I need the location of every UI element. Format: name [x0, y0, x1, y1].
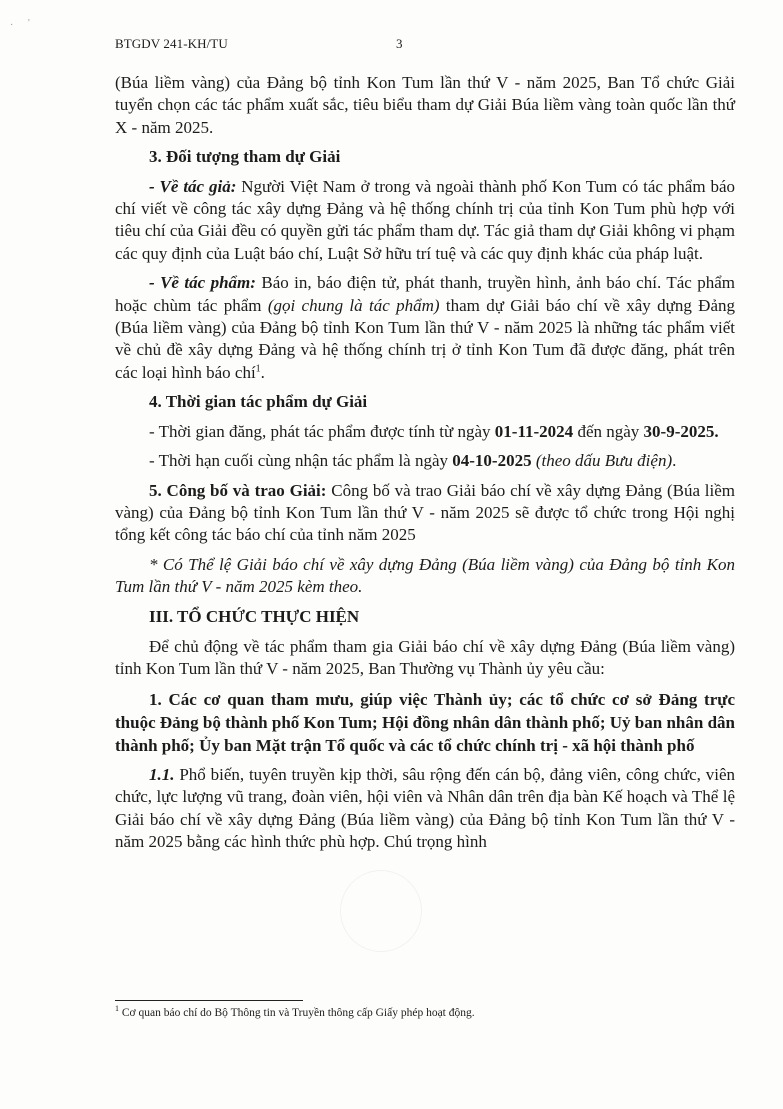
section-5-text: Công bố và trao Giải báo chí về xây dựng Đảng (Búa liềm vàng) của Đảng bộ tỉnh Kon Tum lần thứ V - năm 2025 sẽ được tổ chức trong Hội nghị tổng kết công tác báo chí của tỉnh năm 2025 [115, 480, 735, 545]
work-text-1: Báo in, báo điện tử, phát thanh, truyền hình, ảnh báo chí. Tác phẩm hoặc chùm tác phẩm [115, 273, 735, 315]
faint-stamp-mark [340, 870, 422, 952]
publish-period-mid: đến ngày [573, 421, 644, 441]
page-number: 3 [396, 36, 403, 51]
part-3-intro: Để chủ động về tác phẩm tham gia Giải báo chí về xây dựng Đảng (Búa liềm vàng) tỉnh Kon Tum lần thứ V - năm 2025, Ban Thường vụ Thành ủy yêu cầu: [115, 636, 735, 679]
deadline-note: (theo dấu Bưu điện) [531, 451, 673, 471]
part-3-heading: III. TỔ CHỨC THỰC HIỆN [149, 606, 360, 626]
work-text-end: . [260, 362, 265, 382]
work-lead: - Về tác phẩm: [149, 273, 256, 293]
deadline-prefix: - Thời hạn cuối cùng nhận tác phẩm là ngày [149, 451, 453, 471]
document-body [115, 72, 735, 860]
publish-period-end: . [714, 421, 719, 441]
intro-paragraph: (Búa liềm vàng) của Đảng bộ tỉnh Kon Tum lần thứ V - năm 2025, Ban Tổ chức Giải tuyển chọn các tác phẩm xuất sắc, tiêu biểu tham dự Giải Búa liềm vàng toàn quốc lần thứ X - năm 2025. [115, 73, 735, 137]
author-lead: - Về tác giả: [149, 176, 237, 196]
footnote-number: 1 [115, 1004, 119, 1014]
footnote-divider [115, 1000, 303, 1001]
section-5-paragraph [115, 480, 735, 547]
footnote-ref: 1 [255, 363, 261, 375]
item-1-1-paragraph [115, 764, 735, 854]
item-1-1-lead: 1.1. [149, 764, 175, 784]
footnote-text: Cơ quan báo chí do Bộ Thông tin và Truyền thông cấp Giấy phép hoạt động. [119, 1007, 475, 1019]
document-code: BTGDV 241-KH/TU [115, 36, 228, 51]
footnote [115, 1004, 735, 1019]
section-5-heading: 5. Công bố và trao Giải: [149, 480, 327, 500]
section-3-heading: 3. Đối tượng tham dự Giải [149, 147, 341, 167]
rules-attached-note: * Có Thể lệ Giải báo chí về xây dựng Đảng (Búa liềm vàng) của Đảng bộ tỉnh Kon Tum lần thứ V - năm 2025 kèm theo. [115, 554, 735, 597]
deadline-date: 04-10-2025 [452, 451, 532, 471]
section-4-heading: 4. Thời gian tác phẩm dự Giải [149, 392, 368, 412]
work-text-2: tham dự Giải báo chí về xây dựng Đảng (Búa liềm vàng) của Đảng bộ tỉnh Kon Tum lần thứ V - năm 2025 là những tác phẩm viết về chủ đề xây dựng Đảng và hệ thống chính trị ở tỉnh Kon Tum đã được đăng, phát trên các loại hình báo chí [115, 295, 735, 382]
item-1-1-text: Phổ biến, tuyên truyền kịp thời, sâu rộng đến cán bộ, đảng viên, công chức, viên chức, lực lượng vũ trang, đoàn viên, hội viên và Nhân dân trên địa bàn Kế hoạch và Thể lệ Giải báo chí về xây dựng Đảng (Búa liềm vàng) của Đảng bộ tỉnh Kon Tum lần thứ V - năm 2025 bằng các hình thức phù hợp. Chú trọng hình [115, 764, 735, 851]
work-paragraph [115, 272, 735, 384]
author-paragraph [115, 176, 735, 266]
item-1-heading: 1. Các cơ quan tham mưu, giúp việc Thành ủy; các tổ chức cơ sở Đảng trực thuộc Đảng bộ thành phố Kon Tum; Hội đồng nhân dân thành phố; Uỷ ban nhân dân thành phố; Ủy ban Mặt trận Tổ quốc và các tổ chức chính trị - xã hội thành phố [115, 689, 735, 755]
deadline-end: . [672, 451, 677, 471]
publish-period-prefix: - Thời gian đăng, phát tác phẩm được tính từ ngày [149, 421, 495, 441]
date-from: 01-11-2024 [494, 421, 574, 441]
work-text-italic: (gọi chung là tác phẩm) [267, 295, 440, 315]
scan-mark: ' [28, 18, 30, 29]
scan-mark: · [10, 20, 14, 31]
publish-period-line [115, 421, 735, 443]
deadline-line [115, 450, 735, 472]
author-text: Người Việt Nam ở trong và ngoài thành phố Kon Tum có tác phẩm báo chí viết về công tác xây dựng Đảng và hệ thống chính trị của tỉnh Kon Tum phù hợp với tiêu chí của Giải đều có quyền gửi tác phẩm tham dự. Tác giả tham dự Giải không vi phạm các quy định của Luật báo chí, Luật Sở hữu trí tuệ và các quy định khác của pháp luật. [115, 176, 735, 263]
date-to: 30-9-2025 [643, 421, 715, 441]
